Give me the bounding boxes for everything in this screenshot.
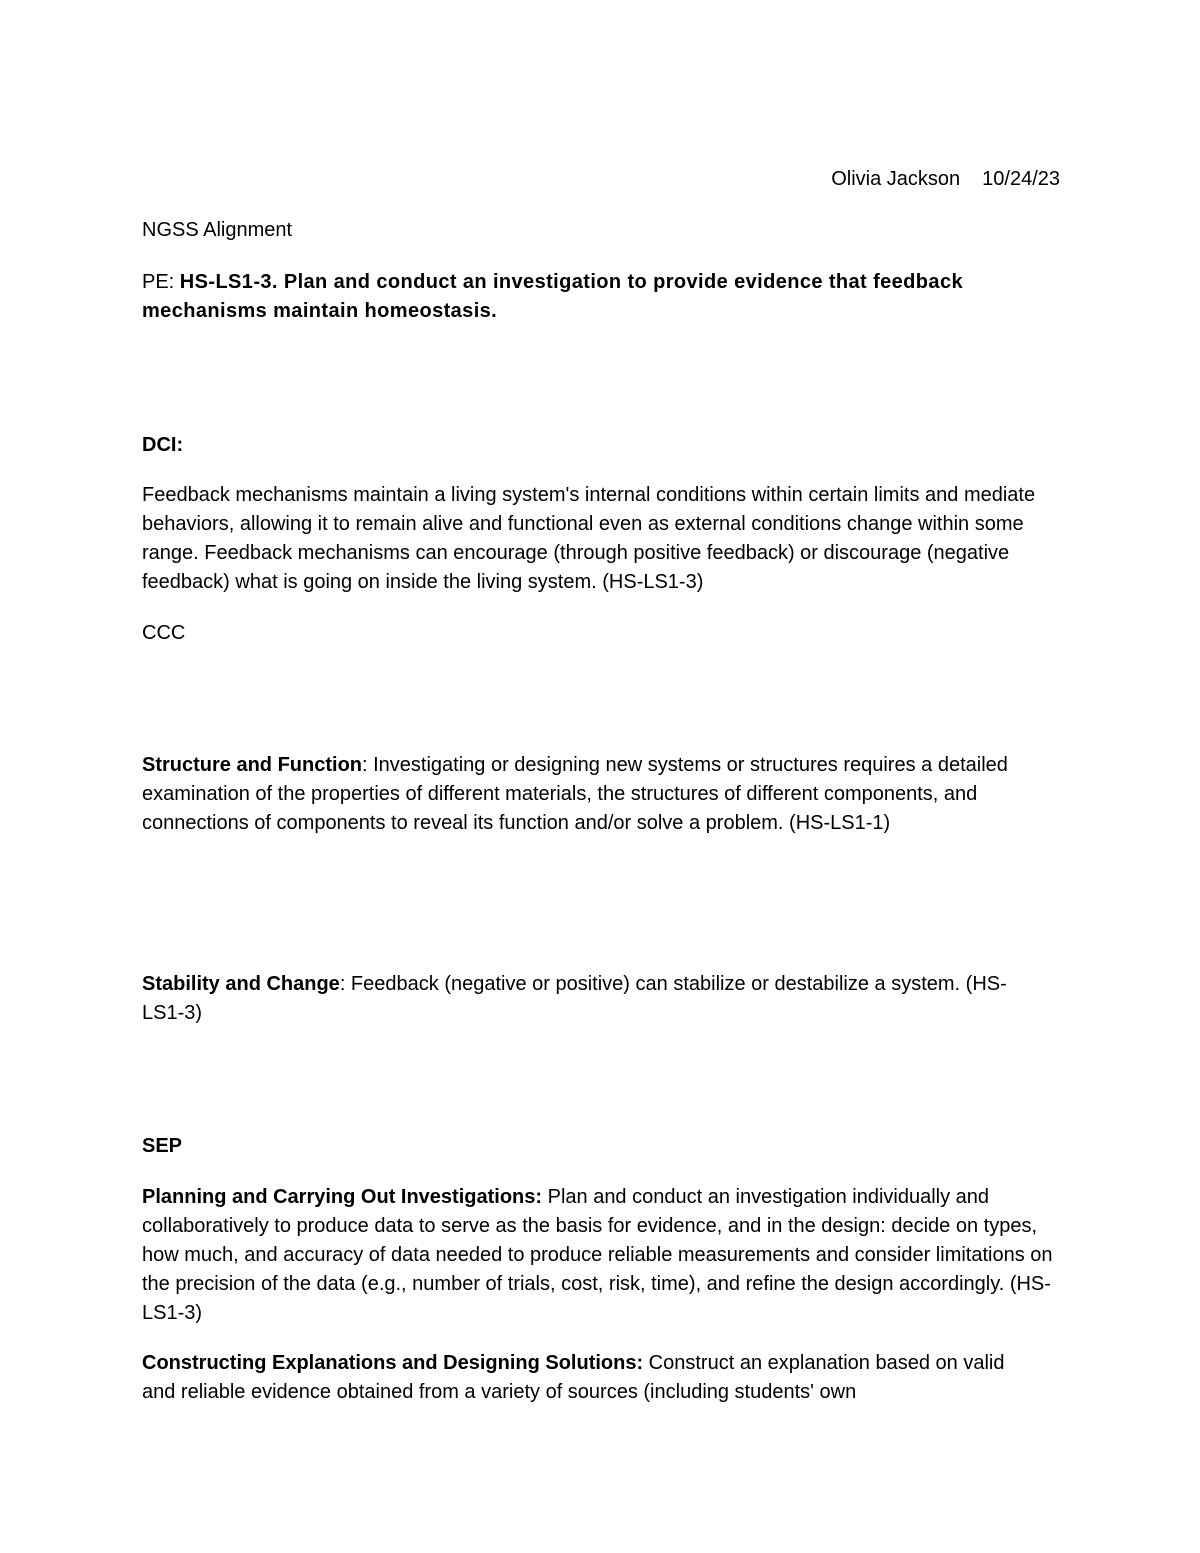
dci-heading: DCI: <box>142 434 184 456</box>
ccc-structure-function <box>142 751 1022 838</box>
document-date: 10/24/23 <box>982 168 1060 190</box>
ccc-heading: CCC <box>142 622 186 644</box>
sep-constructing-explanations <box>142 1349 1042 1407</box>
ccc-description: : Feedback (negative or positive) can stabilize or destabilize a system. (HS-LS1-3) <box>142 973 1007 1024</box>
sep-description: Plan and conduct an investigation individually and collaboratively to produce data to serve as the basis for evidence, and in the design: decide on types, how much, and accuracy of data needed to produce reliable measurements and consider limitations on the precision of the data (e.g., number of trials, cost, risk, time), and refine the design accordingly. (HS-LS1-3) <box>142 1186 1053 1324</box>
sep-planning-investigations <box>142 1183 1067 1328</box>
ccc-description: : Investigating or designing new systems or structures requires a detailed examination of the properties of different materials, the structures of different components, and connections of components to reveal its function and/or solve a problem. (HS-LS1-1) <box>142 754 1008 834</box>
pe-statement: Plan and conduct an investigation to provide evidence that feedback mechanisms maintain homeostasis. <box>142 271 963 322</box>
dci-text: Feedback mechanisms maintain a living system's internal conditions within certain limits and mediate behaviors, allowing it to remain alive and functional even as external conditions change within some range. Feedback mechanisms can encourage (through positive feedback) or discourage (negative feedback) what is going on inside the living system. (HS-LS1-3) <box>142 484 1036 593</box>
sep-description: Construct an explanation based on valid and reliable evidence obtained from a variety of sources (including students' own <box>142 1352 1005 1403</box>
pe-code: HS-LS1-3. <box>179 271 278 293</box>
document-title: NGSS Alignment <box>142 219 293 241</box>
pe-label: PE: <box>142 271 180 293</box>
sep-term: Planning and Carrying Out Investigations: <box>142 1186 543 1208</box>
ccc-term: Structure and Function <box>142 754 362 776</box>
ccc-term: Stability and Change <box>142 973 340 995</box>
author-date-header <box>831 165 1060 194</box>
author-name: Olivia Jackson <box>831 168 961 190</box>
sep-term: Constructing Explanations and Designing Solutions: <box>142 1352 644 1374</box>
sep-heading: SEP <box>142 1135 183 1157</box>
performance-expectation <box>142 268 1022 326</box>
ccc-stability-change <box>142 970 1042 1028</box>
